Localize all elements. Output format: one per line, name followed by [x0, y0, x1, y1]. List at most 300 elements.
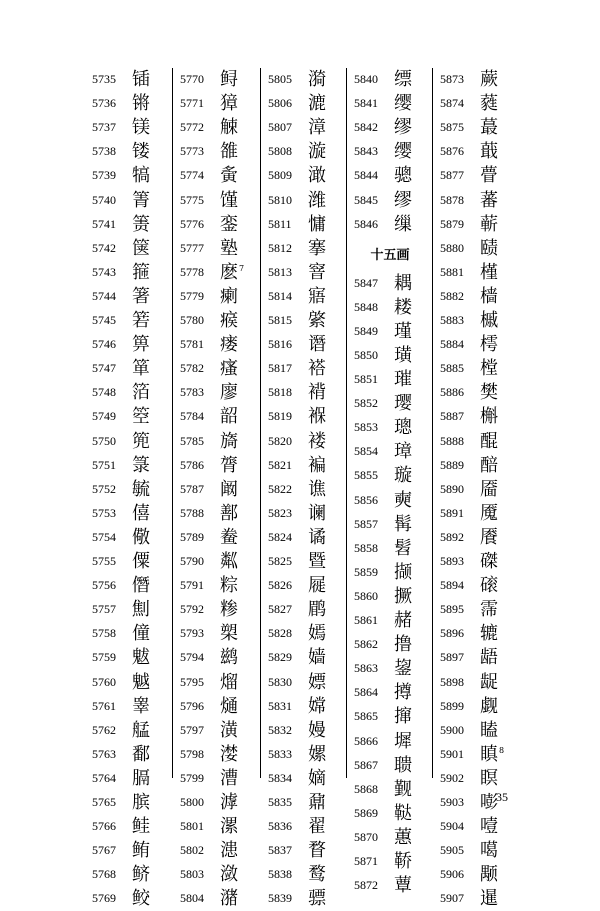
entry-row: [172, 237, 260, 261]
entry-number: 5759: [92, 650, 116, 665]
character-glyph: 魇: [480, 502, 498, 524]
character-glyph: 龉: [480, 647, 498, 669]
character-glyph: 靥: [480, 478, 498, 500]
entry-character: [480, 261, 498, 285]
entry-number: 5862: [354, 637, 378, 652]
entry-row: [346, 116, 434, 140]
entry-number: 5860: [354, 588, 378, 603]
character-glyph: 褙: [308, 382, 326, 404]
entry-row: [260, 405, 348, 429]
entry-number: 5791: [180, 578, 204, 593]
entry-number: 5810: [268, 192, 292, 207]
entry-number: 5876: [440, 144, 464, 159]
entry-number: 5901: [440, 746, 464, 761]
entry-character: [480, 839, 498, 863]
character-glyph: 僖: [132, 502, 150, 524]
entry-row: [346, 368, 434, 392]
entry-number: 5847: [354, 275, 378, 290]
character-glyph: 瞋: [480, 743, 498, 765]
entry-number: 5891: [440, 505, 464, 520]
entry-row: [172, 598, 260, 622]
character-glyph: 屣: [308, 575, 326, 597]
entry-number: 5807: [268, 120, 292, 135]
entry-character: [308, 598, 326, 622]
entry-number: 5765: [92, 795, 116, 809]
character-glyph: 撅: [394, 585, 412, 607]
character-glyph: 霈: [480, 599, 498, 621]
entry-row: [172, 116, 260, 140]
entry-character: [480, 237, 498, 261]
entry-character: [220, 550, 238, 574]
entry-row: [84, 550, 172, 574]
character-glyph: 耦: [394, 272, 412, 294]
entry-row: [346, 874, 434, 898]
character-glyph: 奭: [394, 489, 412, 511]
character-glyph: 鞑: [394, 802, 412, 824]
entry-row: [432, 646, 520, 670]
entry-row: [172, 791, 260, 815]
entry-character: [480, 285, 498, 309]
character-glyph: 瞑: [480, 767, 498, 789]
entry-number: 5827: [268, 602, 292, 617]
character-glyph: 缥: [394, 69, 412, 90]
entry-row: [346, 296, 434, 320]
character-glyph: 嫖: [308, 671, 326, 693]
character-glyph: 镂: [132, 141, 150, 163]
character-glyph: 醌: [480, 430, 498, 452]
entry-number: 5754: [92, 529, 116, 544]
entry-character: [220, 381, 238, 405]
entry-number: 5902: [440, 770, 464, 785]
character-glyph: 箦: [132, 213, 150, 235]
entry-number: 5755: [92, 554, 116, 568]
entry-number: 5879: [440, 216, 464, 231]
character-glyph: 箅: [132, 334, 150, 356]
character-glyph: 寤: [308, 285, 326, 307]
entry-number: 5871: [354, 854, 378, 869]
entry-row: [260, 719, 348, 743]
character-glyph: 熥: [220, 695, 238, 717]
entry-character: [394, 778, 412, 802]
entry-character: [132, 671, 150, 695]
entry-number: 5771: [180, 96, 204, 111]
entry-number: 5894: [440, 578, 464, 593]
entry-number: 5870: [354, 829, 378, 844]
entry-row: [432, 815, 520, 839]
character-glyph: 雒: [220, 141, 238, 163]
entry-character: [308, 116, 326, 140]
entry-character: [480, 213, 498, 237]
character-glyph: 撙: [394, 682, 412, 704]
character-glyph: 谮: [308, 334, 326, 356]
entry-number: 5886: [440, 385, 464, 400]
entry-row: [432, 454, 520, 478]
entry-row: [346, 609, 434, 633]
entry-character: [220, 405, 238, 429]
entry-number: 5778: [180, 264, 204, 279]
character-glyph: 漳: [308, 117, 326, 139]
character-glyph: 缪: [394, 117, 412, 139]
entry-number: 5868: [354, 781, 378, 796]
entry-character: [220, 237, 238, 261]
entry-character: [220, 574, 238, 598]
entry-row: [84, 671, 172, 695]
entry-row: [260, 357, 348, 381]
entry-character: [220, 333, 238, 357]
entry-row: [172, 68, 260, 92]
entry-row: [346, 344, 434, 368]
entry-number: 5830: [268, 674, 292, 689]
character-glyph: 僭: [132, 575, 150, 597]
entry-row: [84, 261, 172, 285]
entry-row: [172, 430, 260, 454]
entry-character: [132, 767, 150, 791]
entry-row: [260, 574, 348, 598]
entry-row: [172, 574, 260, 598]
entry-character: [308, 622, 326, 646]
entry-row: [260, 309, 348, 333]
entry-number: 5897: [440, 650, 464, 665]
entry-number: 5875: [440, 120, 464, 135]
entry-character: [480, 430, 498, 454]
entry-row: [432, 502, 520, 526]
entry-row: [260, 116, 348, 140]
entry-row: [432, 261, 520, 285]
entry-character: [480, 526, 498, 550]
entry-number: 5736: [92, 96, 116, 111]
entry-row: [260, 189, 348, 213]
entry-character: [308, 526, 326, 550]
entry-character: [394, 609, 412, 633]
character-glyph: 漪: [308, 69, 326, 90]
entry-number: 5756: [92, 578, 116, 593]
character-glyph: 褛: [308, 430, 326, 452]
entry-number: 5735: [92, 72, 116, 86]
character-glyph: 夤: [220, 165, 238, 187]
entry-row: [346, 164, 434, 188]
entry-row: [172, 526, 260, 550]
character-glyph: 篼: [132, 430, 150, 452]
entry-character: [308, 839, 326, 863]
entry-number: 5801: [180, 819, 204, 834]
character-glyph: 粼: [220, 551, 238, 572]
entry-character: [132, 237, 150, 261]
entry-number: 5818: [268, 385, 292, 400]
character-glyph: 磔: [480, 551, 498, 572]
entry-character: [132, 695, 150, 719]
entry-character: [308, 140, 326, 164]
entry-number: 5770: [180, 72, 204, 86]
entry-row: [346, 633, 434, 657]
entry-row: [84, 695, 172, 719]
character-glyph: 僳: [132, 551, 150, 572]
entry-row: [432, 574, 520, 598]
entry-character: [394, 164, 412, 188]
entry-character: [308, 309, 326, 333]
entry-number: 5890: [440, 481, 464, 496]
entry-number: 5793: [180, 626, 204, 641]
entry-character: [132, 863, 150, 887]
entry-number: 5838: [268, 867, 292, 882]
entry-character: [308, 189, 326, 213]
entry-character: [480, 478, 498, 502]
entry-character: [308, 719, 326, 743]
character-glyph: 嘭: [480, 792, 498, 813]
entry-character: [220, 791, 238, 815]
entry-number: 5752: [92, 481, 116, 496]
character-glyph: 箸: [132, 285, 150, 307]
entry-row: [260, 478, 348, 502]
entry-character: [220, 719, 238, 743]
entry-row: [84, 92, 172, 116]
entry-row: [432, 237, 520, 261]
entry-character: [220, 357, 238, 381]
entry-row: [172, 671, 260, 695]
character-glyph: 蕃: [480, 189, 498, 211]
entry-character: [308, 285, 326, 309]
entry-row: [84, 430, 172, 454]
entry-row: [260, 261, 348, 285]
character-glyph: 麽: [220, 261, 238, 283]
entry-number: 5853: [354, 420, 378, 435]
entry-character: [220, 622, 238, 646]
entry-number: 5831: [268, 698, 292, 713]
character-glyph: 樊: [480, 382, 498, 404]
entry-number: 5888: [440, 433, 464, 448]
entry-row: [432, 333, 520, 357]
character-glyph: 褡: [308, 358, 326, 380]
entry-character: [132, 261, 150, 285]
entry-character: [132, 574, 150, 598]
entry-row: [172, 164, 260, 188]
entry-row: [172, 454, 260, 478]
entry-character: [480, 92, 498, 116]
entry-row: [172, 405, 260, 429]
entry-row: [346, 68, 434, 92]
character-glyph: 廖: [220, 382, 238, 404]
entry-row: [346, 778, 434, 802]
entry-character: [132, 309, 150, 333]
entry-number: 5737: [92, 120, 116, 135]
entry-character: [480, 695, 498, 719]
entry-row: [260, 815, 348, 839]
entry-number: 5800: [180, 795, 204, 809]
entry-number: 5852: [354, 396, 378, 411]
character-glyph: 窨: [308, 261, 326, 283]
entry-number: 5769: [92, 891, 116, 906]
entry-character: [308, 550, 326, 574]
entry-number: 5833: [268, 746, 292, 761]
entry-row: [346, 272, 434, 296]
character-glyph: 嫦: [308, 695, 326, 717]
entry-character: [132, 791, 150, 815]
character-glyph: 赭: [394, 610, 412, 632]
entry-character: [394, 140, 412, 164]
entry-character: [132, 526, 150, 550]
entry-row: [260, 598, 348, 622]
entry-character: [480, 622, 498, 646]
character-glyph: 蕙: [394, 826, 412, 848]
entry-row: [432, 285, 520, 309]
entry-row: [432, 695, 520, 719]
entry-character: [220, 695, 238, 719]
entry-row: [260, 285, 348, 309]
entry-character: [480, 502, 498, 526]
character-glyph: 鄱: [132, 743, 150, 765]
entry-character: [308, 574, 326, 598]
entry-row: [260, 213, 348, 237]
entry-row: [432, 550, 520, 574]
entry-row: [432, 309, 520, 333]
entry-character: [220, 671, 238, 695]
character-glyph: 樯: [480, 285, 498, 307]
character-glyph: 暹: [480, 888, 498, 910]
entry-character: [394, 344, 412, 368]
entry-row: [432, 68, 520, 92]
entry-character: [394, 116, 412, 140]
entry-number: 5808: [268, 144, 292, 159]
character-glyph: 觑: [480, 695, 498, 717]
entry-number: 5850: [354, 347, 378, 362]
entry-number: 5896: [440, 626, 464, 641]
entry-row: [432, 164, 520, 188]
entry-number: 5819: [268, 409, 292, 424]
entry-number: 5783: [180, 385, 204, 400]
character-glyph: 瞀: [308, 840, 326, 862]
character-glyph: 漩: [308, 141, 326, 163]
character-glyph: 箓: [132, 454, 150, 476]
entry-number: 5751: [92, 457, 116, 472]
entry-number: 5903: [440, 795, 464, 809]
entry-character: [394, 754, 412, 778]
entry-number: 5880: [440, 240, 464, 255]
entry-number: 5848: [354, 299, 378, 314]
entry-character: [308, 791, 326, 815]
entry-row: [84, 333, 172, 357]
entry-character: [480, 767, 498, 791]
character-glyph: 觫: [220, 117, 238, 139]
entry-character: [308, 237, 326, 261]
entry-character: [220, 815, 238, 839]
entry-character: [394, 585, 412, 609]
entry-character: [132, 357, 150, 381]
entry-number: 5874: [440, 96, 464, 111]
entry-number: 5826: [268, 578, 292, 593]
entry-character: [394, 296, 412, 320]
entry-row: [84, 357, 172, 381]
entry-number: 5822: [268, 481, 292, 496]
entry-row: [432, 887, 520, 911]
entry-number: 5780: [180, 313, 204, 327]
entry-character: [308, 164, 326, 188]
character-glyph: 糁: [220, 599, 238, 621]
entry-row: [346, 213, 434, 237]
entry-character: [480, 381, 498, 405]
entry-number: 5766: [92, 819, 116, 834]
entry-row: [346, 416, 434, 440]
entry-number: 5906: [440, 867, 464, 882]
entry-number: 5741: [92, 216, 116, 231]
character-glyph: 磙: [480, 575, 498, 597]
entry-row: [432, 405, 520, 429]
character-glyph: 谰: [308, 502, 326, 524]
character-glyph: 撺: [394, 706, 412, 728]
character-glyph: 翟: [308, 816, 326, 838]
footnote-marker: 8: [499, 745, 505, 755]
entry-number: 5885: [440, 361, 464, 376]
entry-number: 5836: [268, 819, 292, 834]
character-glyph: 毓: [132, 478, 150, 500]
character-glyph: 瘊: [220, 310, 238, 331]
entry-character: [480, 887, 498, 911]
entry-number: 5892: [440, 529, 464, 544]
entry-number: 5802: [180, 843, 204, 858]
character-glyph: 餍: [480, 526, 498, 548]
entry-number: 5799: [180, 770, 204, 785]
entry-character: [394, 537, 412, 561]
entry-row: [84, 285, 172, 309]
character-glyph: 鲑: [132, 816, 150, 838]
entry-row: [84, 526, 172, 550]
entry-number: 5840: [354, 72, 378, 86]
entry-character: [308, 92, 326, 116]
entry-character: [394, 92, 412, 116]
entry-character: [220, 189, 238, 213]
entry-number: 5790: [180, 554, 204, 568]
entry-row: [346, 826, 434, 850]
character-glyph: 璜: [394, 344, 412, 366]
entry-row: [172, 502, 260, 526]
character-glyph: 熘: [220, 671, 238, 693]
entry-row: [260, 526, 348, 550]
entry-character: [480, 454, 498, 478]
character-glyph: 撷: [394, 561, 412, 583]
entry-number: 5777: [180, 240, 204, 255]
character-glyph: 鲚: [132, 864, 150, 886]
entry-character: [394, 513, 412, 537]
character-glyph: 鼐: [308, 792, 326, 813]
entry-row: [346, 320, 434, 344]
entry-number: 5779: [180, 288, 204, 303]
entry-character: [308, 357, 326, 381]
character-glyph: 漯: [220, 816, 238, 838]
character-glyph: 鲔: [132, 840, 150, 862]
character-glyph: 缨: [394, 141, 412, 163]
entry-row: [260, 622, 348, 646]
entry-character: [132, 550, 150, 574]
entry-number: 5907: [440, 891, 464, 906]
entry-row: [260, 237, 348, 261]
character-glyph: 箬: [132, 310, 150, 331]
entry-number: 5786: [180, 457, 204, 472]
entry-number: 5851: [354, 372, 378, 387]
entry-character: [132, 213, 150, 237]
entry-row: [432, 719, 520, 743]
entry-character: [394, 489, 412, 513]
character-glyph: 瘙: [220, 358, 238, 380]
entry-row: [84, 68, 172, 92]
entry-number: 5834: [268, 770, 292, 785]
entry-number: 5767: [92, 843, 116, 858]
character-glyph: 艋: [132, 719, 150, 741]
entry-row: [432, 381, 520, 405]
entry-number: 5842: [354, 120, 378, 135]
entry-character: [308, 405, 326, 429]
entry-row: [260, 791, 348, 815]
entry-number: 5796: [180, 698, 204, 713]
entry-character: [220, 116, 238, 140]
entry-number: 5787: [180, 481, 204, 496]
